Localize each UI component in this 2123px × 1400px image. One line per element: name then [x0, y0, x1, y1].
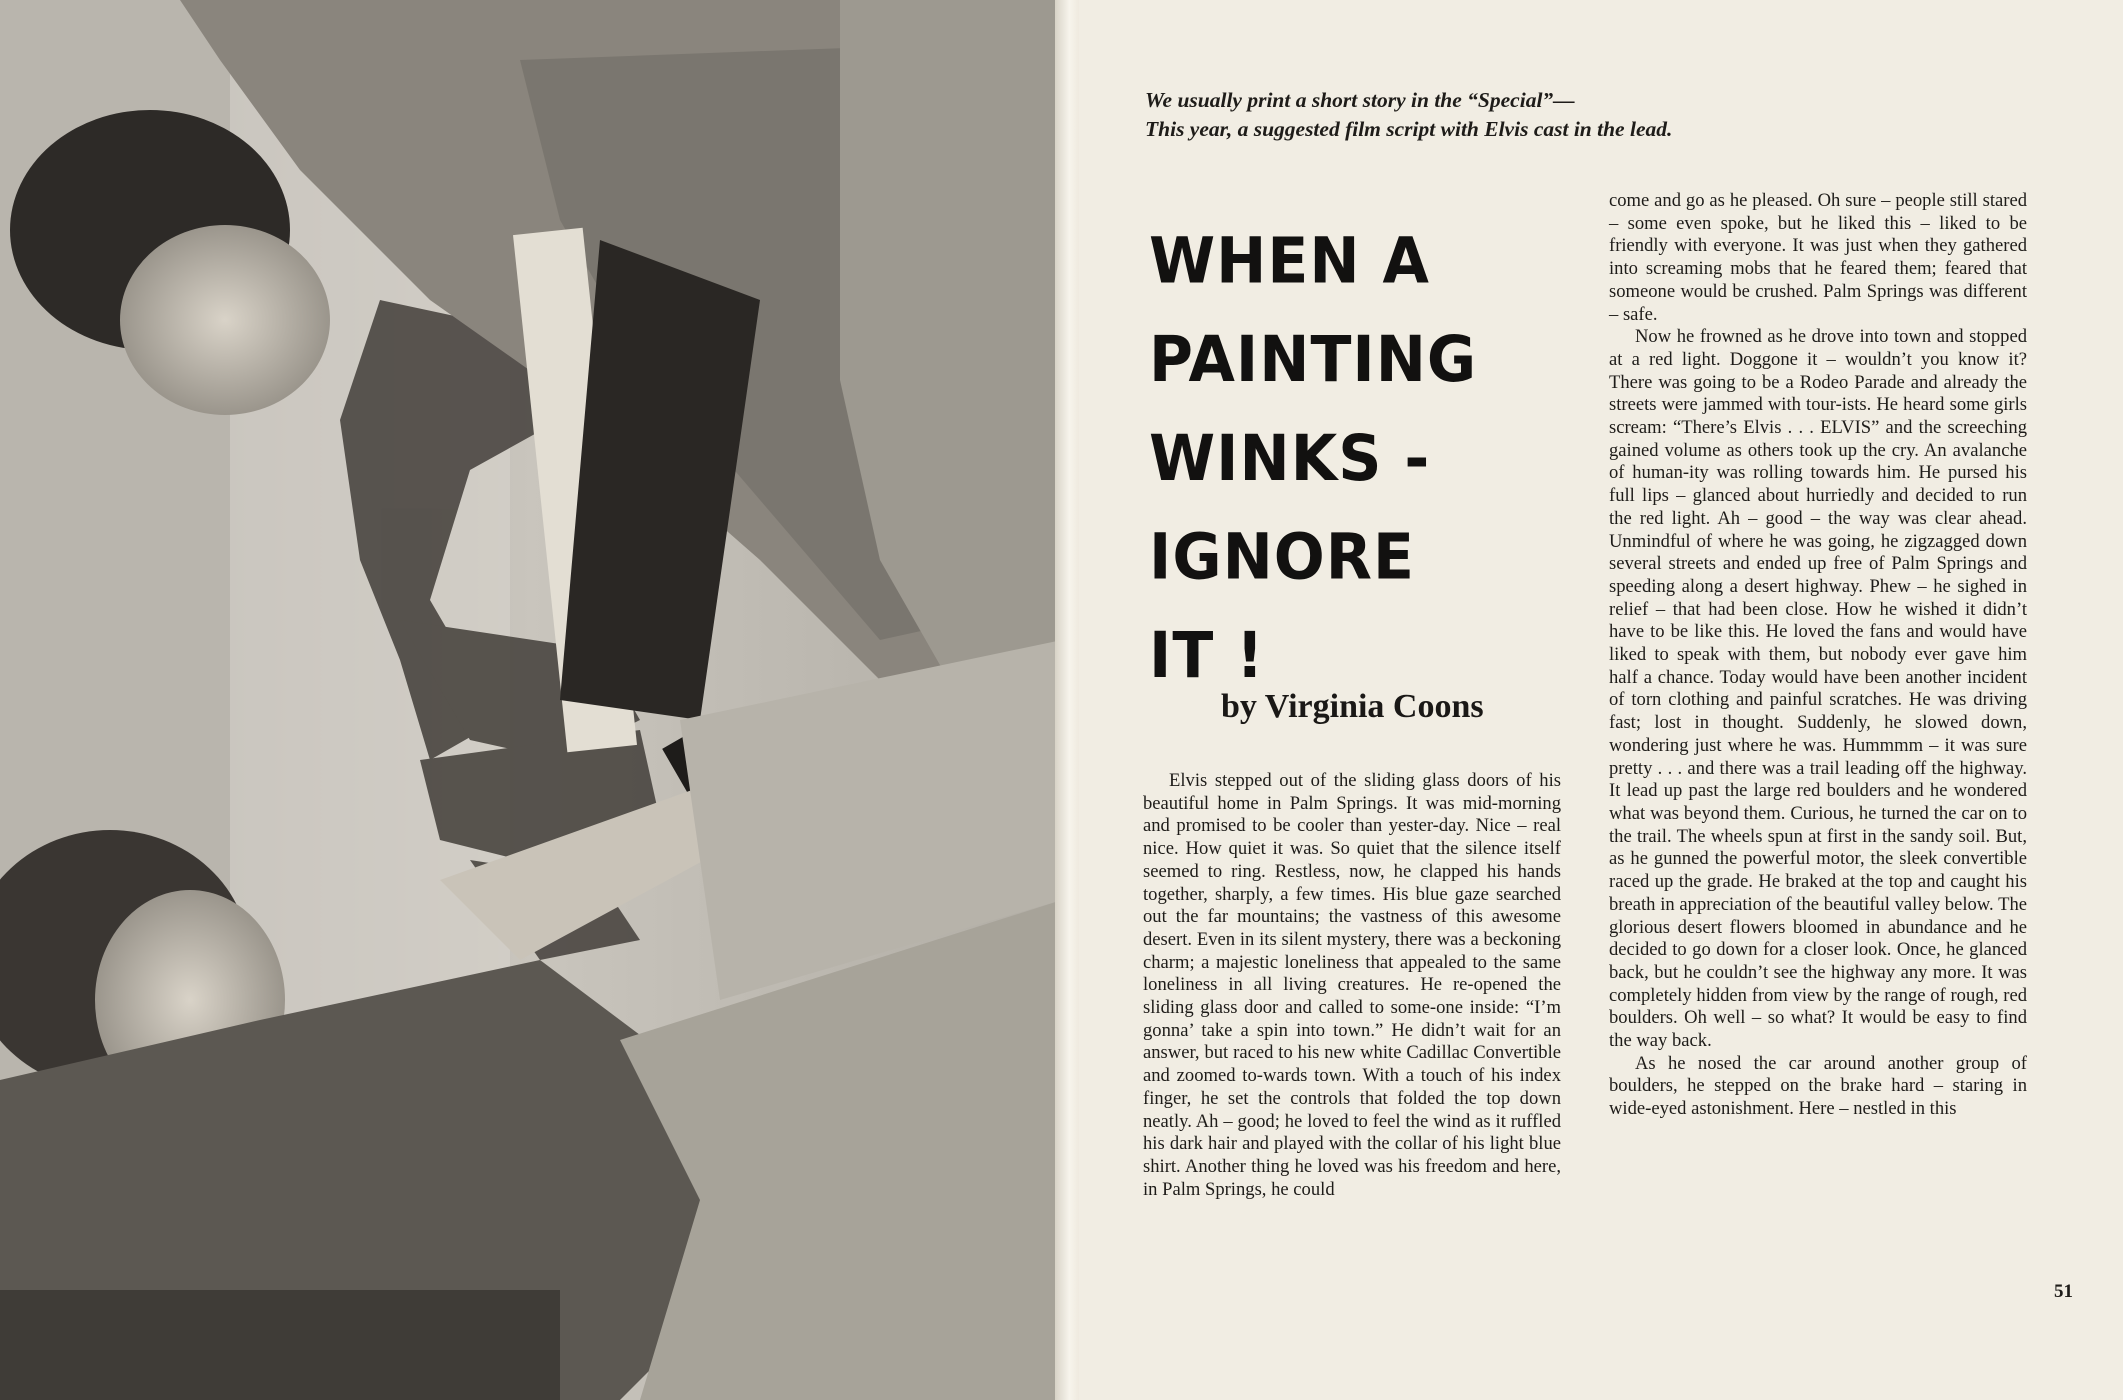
title-line: IGNORE — [1149, 520, 1415, 595]
title-line: WHEN A — [1149, 224, 1430, 299]
article-title — [1149, 212, 1569, 706]
text-column-2 — [1609, 190, 2027, 1121]
article-intro — [1145, 86, 2045, 144]
text-column-1 — [1143, 770, 1561, 1201]
paragraph: Elvis stepped out of the sliding glass doors of his beautiful home in Palm Springs. It was mid-morning and promised to be cooler than yester-day. Nice – real nice. How quiet it was. So quiet that the silence itself seemed to ring. Restless, now, he clapped his hands together, sharply, a few times. His blue gaze searched out the far mountains; the vastness of this awesome desert. Even in its silent mystery, there was a beckoning charm; a majestic loneliness that appealed to the same loneliness in all living creatures. He re-opened the sliding glass door and called to some-one inside: “I’m gonna’ take a spin into town.” He didn’t wait for an answer, but raced to his new white Cadillac Convertible and zoomed to-wards town. With a touch of his index finger, he set the controls that folded the top down neatly. Ah – good; he loved to feel the wind as it ruffled his dark hair and played with the collar of his light blue shirt. Another thing he loved was his freedom and here, in Palm Springs, he could — [1143, 770, 1561, 1200]
article-page — [1079, 0, 2123, 1400]
title-line: WINKS - — [1149, 422, 1431, 496]
paragraph: come and go as he pleased. Oh sure – people still stared – some even spoke, but he liked this – liked to be friendly with everyone. It was just when they gathered into screaming mobs that he feared them; feared that someone would be crushed. Palm Springs was different – safe. — [1609, 190, 2027, 325]
page-gutter — [1055, 0, 1079, 1400]
page-number: 51 — [2054, 1281, 2073, 1302]
intro-line: This year, a suggested film script with Elvis cast in the lead. — [1145, 117, 1673, 141]
byline: by Virginia Coons — [1221, 688, 1484, 725]
paragraph: Now he frowned as he drove into town and stopped at a red light. Doggone it – wouldn’t you know it? There was going to be a Rodeo Parade and already the streets were jammed with tour-ists. He heard some girls scream: “There’s Elvis . . . ELVIS” and the screeching gained volume as others took up the cry. An avalanche of human-ity was rolling towards him. He pursed his full lips – glanced about hurriedly and decided to run the red light. Ah – good – the way was clear ahead. Unmindful of where he was going, he zigzagged down several streets and ended up free of Palm Springs and speeding along a desert highway. Phew – he sighed in relief – that had been close. How he wished it didn’t have to be like this. He loved the fans and would have liked to speak with them, but nobody ever gave him half a chance. Today would have been another incident of torn clothing and painful scratches. He was driving fast; lost in thought. Suddenly, he slowed down, wondering just where he was. Hummmm – it was sure pretty . . . and there was a trail leading off the highway. It lead up past the large red boulders and he wondered what was beyond them. Curious, he turned the car on to the trail. The wheels spun at first in the sandy soil. But, as he gunned the powerful motor, the sleek convertible raced up the grade. He braked at the top and caught his breath in appreciation of the beautiful valley below. The glorious desert flowers bloomed in abundance and he decided to go down for a closer look. Once, he glanced back, but he couldn’t see the highway any more. It was completely hidden from view by the range of rough, red boulders. Oh well – so what? It would be easy to find the way back. — [1609, 326, 2027, 1052]
title-line: PAINTING — [1149, 323, 1478, 397]
intro-line: We usually print a short story in the “Special”— — [1145, 88, 1575, 112]
title-line: IT ! — [1149, 619, 1265, 693]
paragraph: As he nosed the car around another group of boulders, he stepped on the brake hard – staring in wide-eyed astonishment. Here – nestled in this — [1609, 1052, 2027, 1120]
